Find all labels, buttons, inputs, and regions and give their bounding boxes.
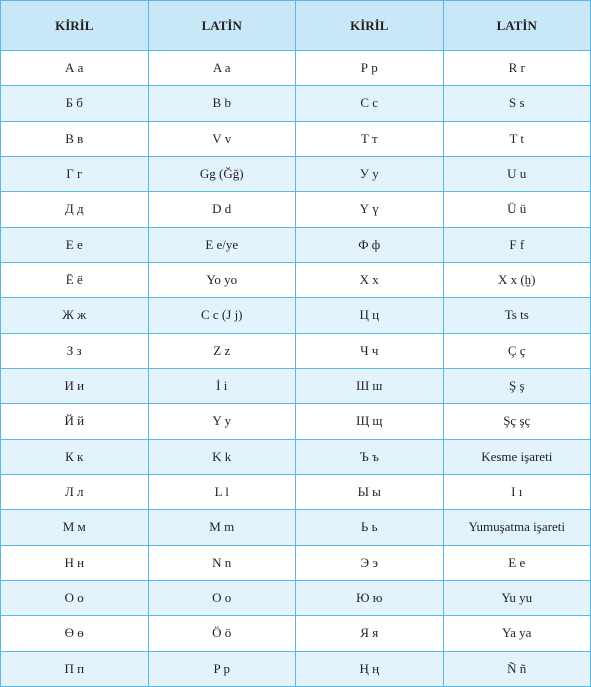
table-row: [1, 616, 591, 651]
latin-cell: P p: [148, 651, 296, 686]
latin-cell: B b: [148, 86, 296, 121]
table-row: [1, 192, 591, 227]
header-kiril-1: KİRİL: [1, 1, 149, 51]
table-row: [1, 439, 591, 474]
table-row: [1, 404, 591, 439]
latin-cell: F f: [443, 227, 591, 262]
kiril-cell: Н н: [1, 545, 149, 580]
table-body: [1, 51, 591, 687]
latin-cell: V v: [148, 121, 296, 156]
table-row: [1, 368, 591, 403]
latin-cell: Ç ç: [443, 333, 591, 368]
kiril-cell: Й й: [1, 404, 149, 439]
kiril-cell: Ж ж: [1, 298, 149, 333]
latin-cell: E e: [443, 545, 591, 580]
latin-cell: Z z: [148, 333, 296, 368]
latin-cell: İ i: [148, 368, 296, 403]
kiril-cell: Щ щ: [296, 404, 444, 439]
kiril-cell: Б б: [1, 86, 149, 121]
kiril-cell: Ң ң: [296, 651, 444, 686]
kiril-cell: Р р: [296, 51, 444, 86]
table-row: [1, 333, 591, 368]
header-latin-2: LATİN: [443, 1, 591, 51]
kiril-cell: Ы ы: [296, 474, 444, 509]
latin-cell: Y y: [148, 404, 296, 439]
latin-cell: K k: [148, 439, 296, 474]
latin-cell: A a: [148, 51, 296, 86]
kiril-cell: Ч ч: [296, 333, 444, 368]
latin-cell: C c (J j): [148, 298, 296, 333]
kiril-cell: З з: [1, 333, 149, 368]
kiril-cell: Ё ё: [1, 262, 149, 297]
kiril-cell: Л л: [1, 474, 149, 509]
table-row: [1, 156, 591, 191]
kiril-cell: Т т: [296, 121, 444, 156]
latin-cell: N n: [148, 545, 296, 580]
kiril-cell: Е е: [1, 227, 149, 262]
latin-cell: Ya ya: [443, 616, 591, 651]
kiril-cell: Э э: [296, 545, 444, 580]
table-row: [1, 51, 591, 86]
header-kiril-2: KİRİL: [296, 1, 444, 51]
latin-cell: U u: [443, 156, 591, 191]
latin-cell: Yumuşatma işareti: [443, 510, 591, 545]
kiril-cell: Д д: [1, 192, 149, 227]
kiril-cell: Ф ф: [296, 227, 444, 262]
latin-cell: R r: [443, 51, 591, 86]
kiril-cell: Ү ү: [296, 192, 444, 227]
latin-cell: Yo yo: [148, 262, 296, 297]
latin-cell: Ö ö: [148, 616, 296, 651]
table-row: [1, 86, 591, 121]
kiril-cell: Ө ө: [1, 616, 149, 651]
latin-cell: T t: [443, 121, 591, 156]
kiril-cell: Ш ш: [296, 368, 444, 403]
kiril-cell: Ь ь: [296, 510, 444, 545]
table-row: [1, 510, 591, 545]
header-row: [1, 1, 591, 51]
latin-cell: Gg (Ğğ): [148, 156, 296, 191]
latin-cell: Yu yu: [443, 580, 591, 615]
latin-cell: M m: [148, 510, 296, 545]
kiril-cell: Я я: [296, 616, 444, 651]
table-row: [1, 298, 591, 333]
latin-cell: E e/ye: [148, 227, 296, 262]
latin-cell: Ü ü: [443, 192, 591, 227]
kiril-cell: В в: [1, 121, 149, 156]
latin-cell: Ñ ñ: [443, 651, 591, 686]
kiril-cell: И и: [1, 368, 149, 403]
kiril-cell: С с: [296, 86, 444, 121]
table-row: [1, 474, 591, 509]
latin-cell: D d: [148, 192, 296, 227]
table-row: [1, 121, 591, 156]
kiril-cell: У у: [296, 156, 444, 191]
kiril-cell: П п: [1, 651, 149, 686]
latin-cell: Şç şç: [443, 404, 591, 439]
latin-cell: I ı: [443, 474, 591, 509]
latin-cell: Ts ts: [443, 298, 591, 333]
table-row: [1, 227, 591, 262]
kiril-cell: Ю ю: [296, 580, 444, 615]
latin-cell: Ş ş: [443, 368, 591, 403]
table-row: [1, 580, 591, 615]
latin-cell: O o: [148, 580, 296, 615]
kiril-cell: М м: [1, 510, 149, 545]
kiril-cell: О о: [1, 580, 149, 615]
kiril-cell: Ъ ъ: [296, 439, 444, 474]
kiril-cell: А а: [1, 51, 149, 86]
latin-cell: X x (ḫ): [443, 262, 591, 297]
table-row: [1, 651, 591, 686]
table-row: [1, 262, 591, 297]
kiril-cell: К к: [1, 439, 149, 474]
table-row: [1, 545, 591, 580]
latin-cell: L l: [148, 474, 296, 509]
latin-cell: S s: [443, 86, 591, 121]
header-latin-1: LATİN: [148, 1, 296, 51]
kiril-cell: Ц ц: [296, 298, 444, 333]
latin-cell: Kesme işareti: [443, 439, 591, 474]
kiril-cell: Г г: [1, 156, 149, 191]
kiril-cell: Х х: [296, 262, 444, 297]
